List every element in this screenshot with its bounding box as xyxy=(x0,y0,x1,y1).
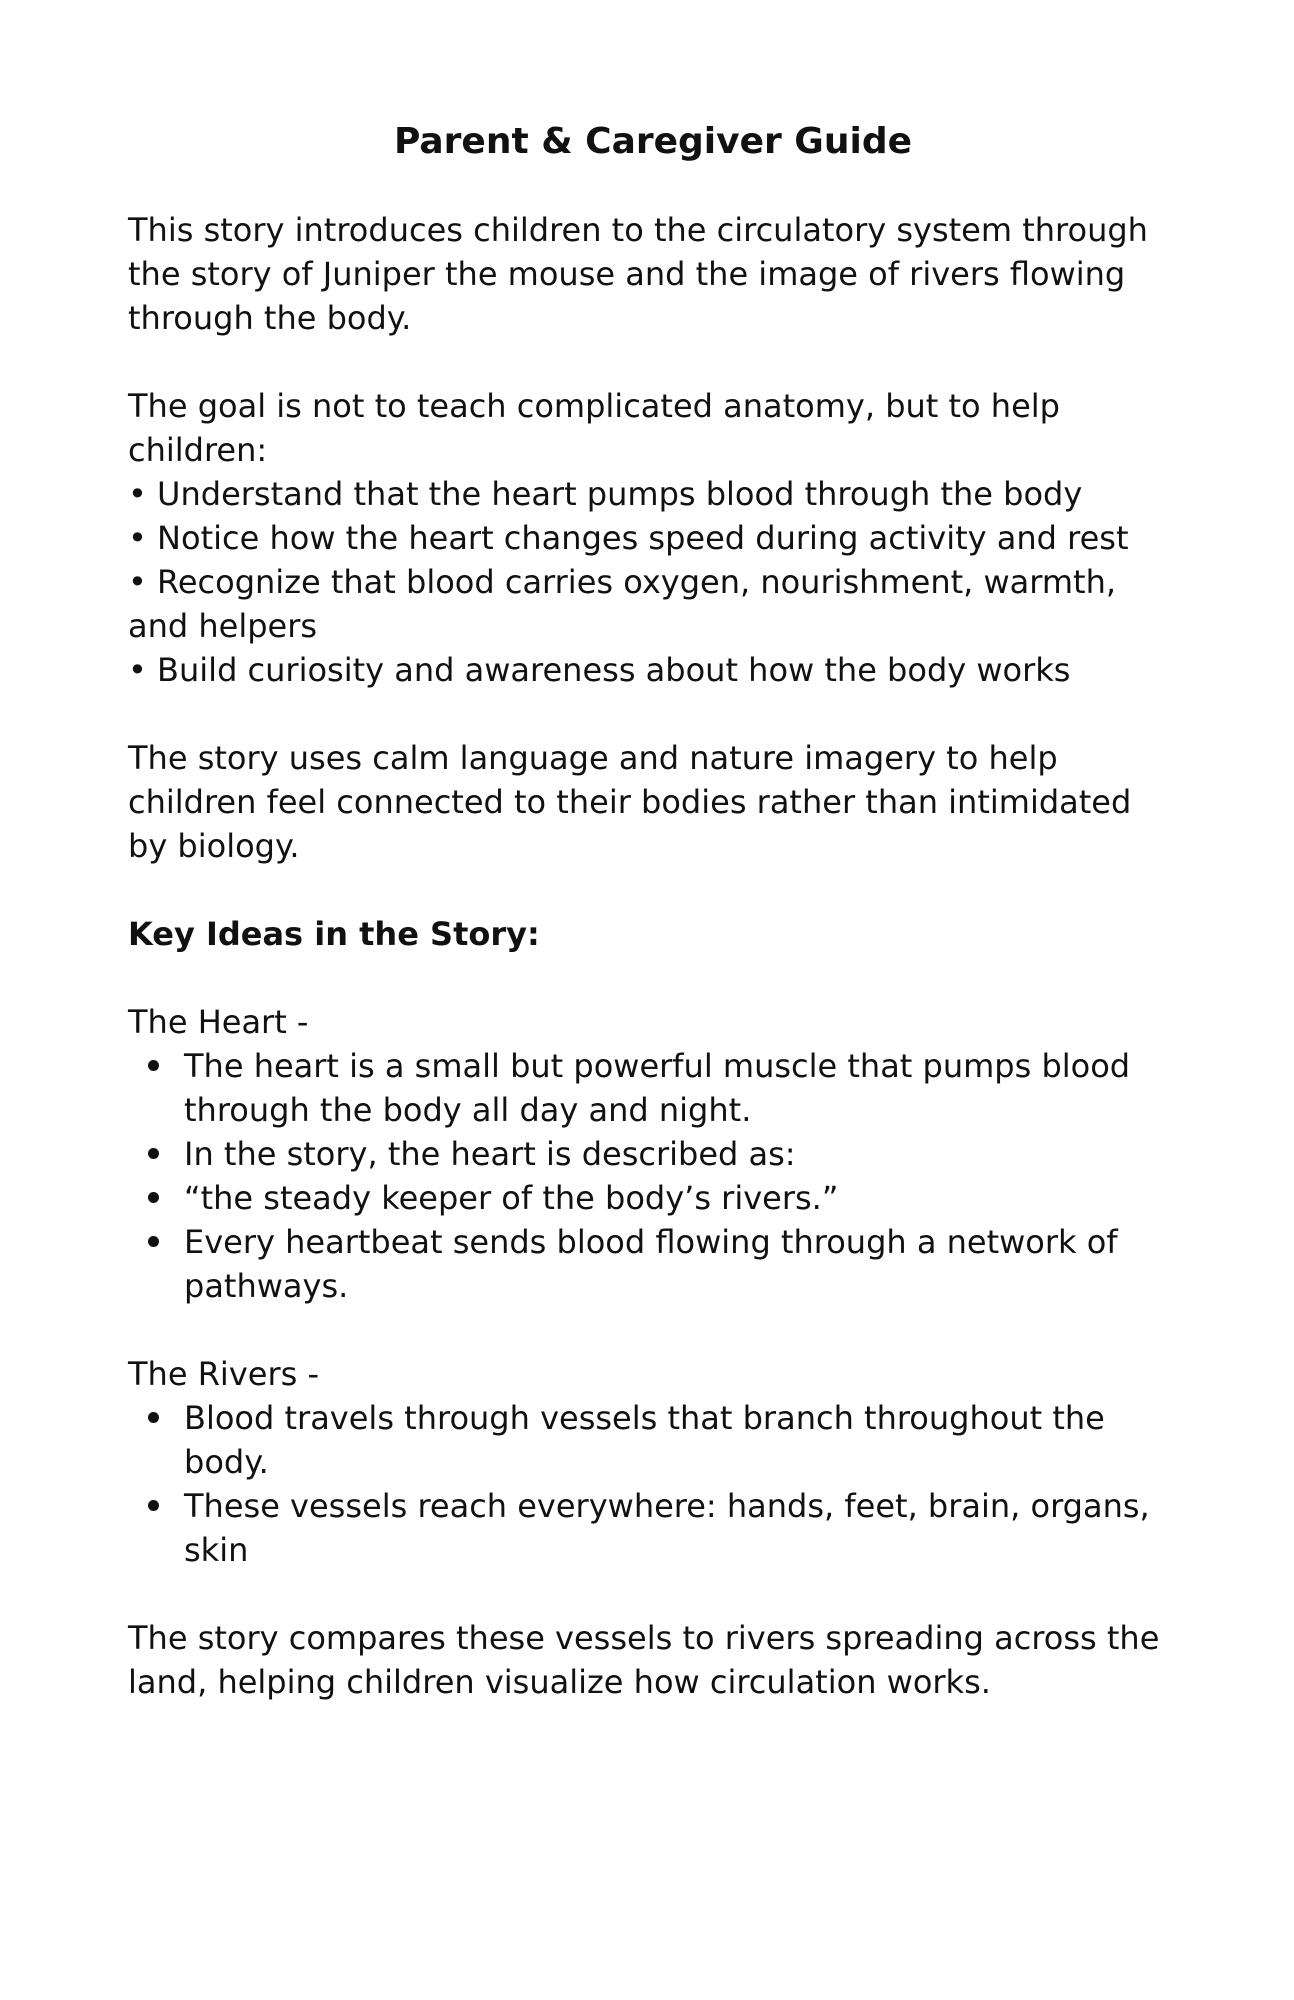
list-item: These vessels reach everywhere: hands, feet, brain, organs, skin xyxy=(184,1484,1178,1572)
goal-item: • Understand that the heart pumps blood through the body xyxy=(128,475,1083,513)
approach-paragraph: The story uses calm language and nature imagery to help children feel connected to their bodies rather than intimidated by biology. xyxy=(128,739,1132,865)
list-item: Every heartbeat sends blood flowing through a network of pathways. xyxy=(184,1220,1178,1308)
heart-list xyxy=(128,1044,1178,1308)
list-item: “the steady keeper of the body’s rivers.” xyxy=(184,1176,1178,1220)
spacer xyxy=(128,340,1178,384)
page-title: Parent & Caregiver Guide xyxy=(393,121,913,162)
closing-paragraph: The story compares these vessels to rivers spreading across the land, helping children visualize how circulation works. xyxy=(128,1619,1160,1701)
spacer xyxy=(128,1572,1178,1616)
key-ideas-heading: Key Ideas in the Story: xyxy=(128,915,540,953)
spacer xyxy=(128,1308,1178,1352)
spacer xyxy=(128,868,1178,912)
goal-lead: The goal is not to teach complicated anatomy, but to help children: xyxy=(128,387,1060,469)
rivers-heading: The Rivers - xyxy=(128,1355,319,1393)
goal-item: • Recognize that blood carries oxygen, nourishment, warmth, and helpers xyxy=(128,563,1117,645)
goal-item: • Build curiosity and awareness about how the body works xyxy=(128,651,1071,689)
guide-page xyxy=(128,118,1178,1704)
spacer xyxy=(128,956,1178,1000)
intro-paragraph: This story introduces children to the circulatory system through the story of Juniper the mouse and the image of rivers flowing through the body. xyxy=(128,211,1148,337)
heart-heading: The Heart - xyxy=(128,1003,309,1041)
list-item: The heart is a small but powerful muscle that pumps blood through the body all day and night. xyxy=(184,1044,1178,1132)
spacer xyxy=(128,692,1178,736)
goal-item: • Notice how the heart changes speed during activity and rest xyxy=(128,519,1129,557)
list-item: In the story, the heart is described as: xyxy=(184,1132,1178,1176)
list-item: Blood travels through vessels that branch throughout the body. xyxy=(184,1396,1178,1484)
rivers-list xyxy=(128,1396,1178,1572)
